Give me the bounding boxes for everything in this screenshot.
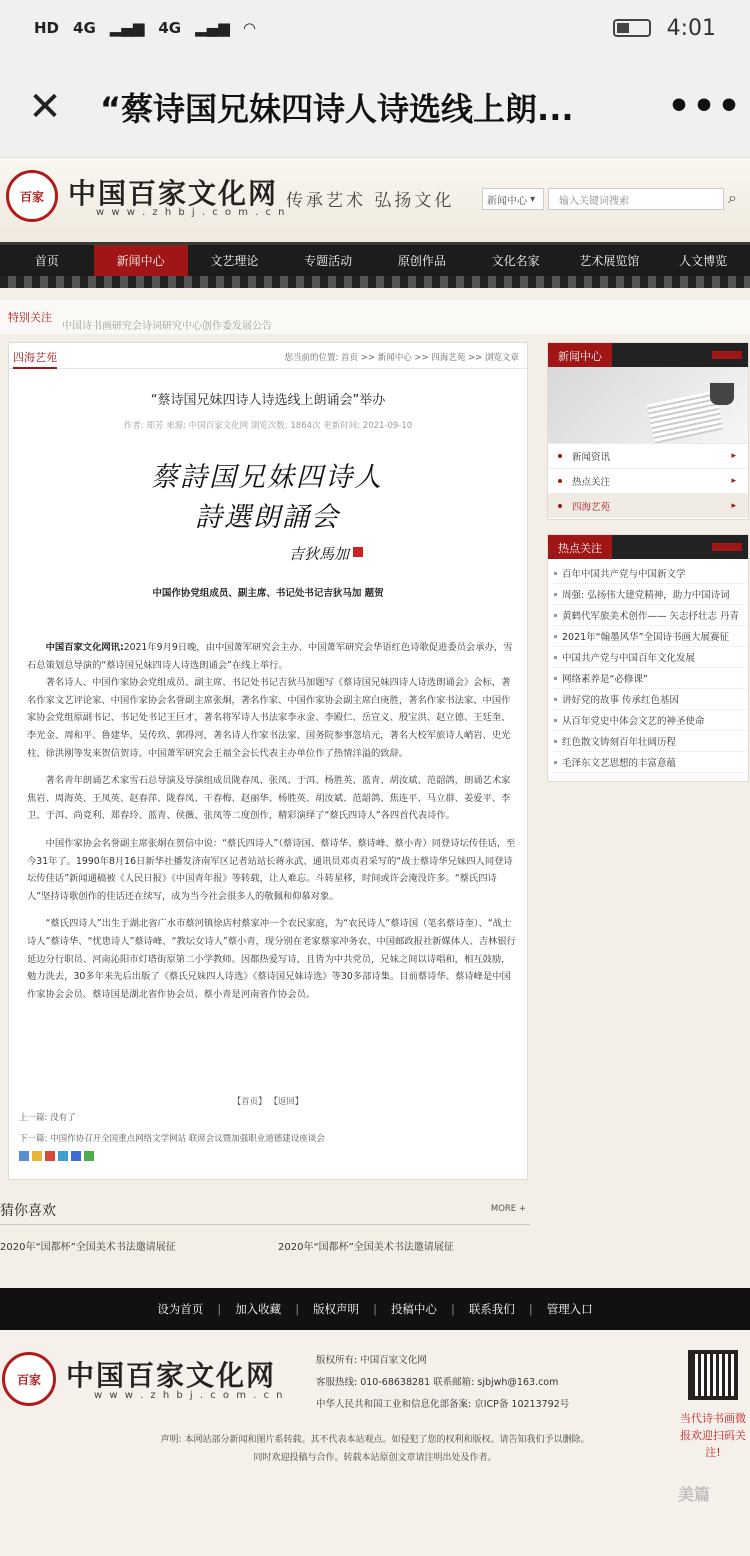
newspaper-image [548, 367, 748, 443]
site-logo[interactable]: 中国百家文化网 [68, 177, 279, 210]
footer-notice-1: 声明: 本网站部分新闻和图片系转载。其不代表本站观点。如侵犯了您的权利和版权。请告知我们予以删除。 [160, 1435, 590, 1445]
main-nav [0, 242, 750, 276]
search-icon[interactable]: ⌕ [728, 188, 737, 207]
footer-nav [0, 1288, 750, 1330]
logo-seal-icon[interactable]: 百家 [6, 170, 58, 222]
status-bar [0, 0, 750, 56]
header-decoration [712, 351, 742, 359]
coffee-cup-shape [710, 383, 734, 405]
footer-contact[interactable]: 联系我们 [468, 1302, 515, 1316]
home-back-links[interactable]: 【首页】 【返回】 [232, 1097, 304, 1107]
sidebar-news-header [548, 343, 748, 367]
share-qzone-icon[interactable] [32, 1151, 42, 1161]
nav-humanities[interactable]: 人文博览 [679, 254, 728, 268]
nav-news-center[interactable]: 新闻中心 [94, 245, 188, 276]
separator: | [373, 1302, 377, 1316]
footer-url: w w w . z h b j . c o m . c n [94, 1390, 285, 1401]
sidebar-hot-title: 热点关注 [548, 535, 612, 559]
roof-tile-decoration [0, 276, 750, 288]
signal-icon-2: ▂▄▆ [195, 19, 230, 37]
article-title: “蔡诗国兄妹四诗人诗选线上朗诵会”举办 [150, 393, 386, 408]
footer-logo: 中国百家文化网 [66, 1359, 277, 1392]
network-label: 4G [73, 19, 96, 37]
sidebar-item-news[interactable] [548, 443, 748, 468]
sidebar-item-label: 热点关注 [572, 477, 611, 488]
site-header [0, 158, 750, 242]
calligraphy-image [139, 455, 399, 571]
footer-copyright-text: 版权所有: 中国百家文化网 [316, 1355, 427, 1366]
image-caption: 中国作协党组成员、副主席、书记处书记吉狄马加 题贺 [152, 588, 384, 599]
article-paragraph: 著名青年朗诵艺术家雪石总导演及导演组成员陇春凤、张凤、于洱、杨胜英、蓝青、胡汝斌、范韶鸽，朗诵艺术家焦岩、周海英、王凤英、赵春萍、陇春凤、干春梅、赵丽华、杨胜英、胡汝斌、范韶鸽、焦连平、马立群、姜爱平、李卫、于洱、尚竟利、郑春玲、蓝青、侯薇、张凤等二度创作，精彩演绎了“蔡氏四诗人”各四首代表诗作。 [27, 775, 511, 822]
sidebar-item-sihai[interactable] [548, 493, 748, 518]
signal-icon: ▂▄▆ [109, 19, 145, 37]
more-options-icon[interactable]: ••• [667, 86, 743, 127]
share-weibo-icon[interactable] [45, 1151, 55, 1161]
bullet-icon [558, 454, 562, 458]
sidebar-item-label: 新闻资讯 [572, 452, 611, 463]
footer-notice-2: 同时欢迎投稿与合作。转载本站原创文章请注明出处及作者。 [253, 1453, 497, 1463]
nav-home[interactable]: 首页 [34, 254, 59, 268]
browser-title-bar [0, 56, 750, 158]
prev-article-link[interactable]: 上一篇: 没有了 [19, 1113, 76, 1123]
sidebar-news-title: 新闻中心 [548, 343, 612, 367]
sidebar-hot-header [548, 535, 748, 559]
footer-copyright[interactable]: 版权声明 [313, 1302, 360, 1316]
separator: | [295, 1302, 300, 1316]
bullet-icon [558, 479, 562, 483]
nav-celebrities[interactable]: 文化名家 [491, 254, 540, 268]
arrow-icon: ▸ [731, 476, 736, 486]
qr-code [688, 1350, 738, 1400]
hot-item[interactable]: 黄鹤代军旅美术创作—— 矢志抒壮志 丹青 [554, 605, 748, 626]
special-focus-link[interactable]: 中国诗书画研究会诗词研究中心创作委发展公告 [62, 321, 272, 332]
battery-icon [613, 19, 651, 37]
nav-activities[interactable]: 专题活动 [304, 254, 353, 268]
hot-item[interactable]: 讲好党的故事 传承红色基因 [554, 689, 748, 710]
separator: | [217, 1302, 222, 1316]
share-tencent-icon[interactable] [58, 1151, 68, 1161]
article-body [27, 639, 517, 1013]
nav-art-gallery[interactable]: 艺术展览馆 [579, 254, 640, 268]
guess-you-like [0, 1196, 530, 1276]
breadcrumb: 您当前的位置: 首页 >> 新闻中心 >> 四海艺苑 >> 浏览文章 [284, 353, 519, 363]
meipian-watermark: 美篇 [678, 1485, 711, 1504]
hot-item[interactable]: 毛泽东文艺思想的丰富意蕴 [554, 752, 748, 773]
footer-contact-text: 客服热线: 010-68638281 联系邮箱: sjbjwh@163.com [316, 1377, 559, 1388]
clock: 4:01 [666, 15, 716, 41]
page-title: “蔡诗国兄妹四诗人诗选线上朗... [100, 89, 574, 128]
calligraphy-signature: 吉狄馬加 [289, 545, 350, 563]
hd-label: HD [34, 19, 60, 37]
article-meta: 作者: 郑芳 来源: 中国百家文化网 浏览次数: 1864次 更新时间: 2021-09-10 [123, 421, 413, 431]
sidebar-item-hot[interactable] [548, 468, 748, 493]
sidebar-item-label: 四海艺苑 [572, 502, 611, 513]
article-paragraph [27, 639, 517, 674]
site-footer [0, 1330, 750, 1556]
footer-add-favorite[interactable]: 加入收藏 [235, 1302, 282, 1316]
special-focus-bar [0, 300, 750, 334]
share-icons [19, 1151, 94, 1161]
hot-item[interactable]: 百年中国共产党与中国新文学 [554, 563, 748, 584]
share-plus-icon[interactable] [19, 1151, 29, 1161]
arrow-icon: ▸ [731, 501, 736, 511]
hot-item[interactable]: 中国共产党与中国百年文化发展 [554, 647, 748, 668]
footer-icp-text: 中华人民共和国工业和信息化部备案: 京ICP备 10213792号 [316, 1399, 570, 1410]
nav-theory[interactable]: 文艺理论 [210, 254, 259, 268]
article-panel-header [9, 343, 527, 369]
special-focus-label: 特别关注 [8, 311, 52, 324]
divider [0, 1224, 530, 1225]
article-paragraph: “蔡氏四诗人”出生于湖北省广水市蔡河镇徐店村蔡家冲一个农民家庭，为“农民诗人”蔡诗国（笔名蔡诗奎）、“战士诗人”蔡诗华、“忧患诗人”蔡诗峰、“教坛女诗人”蔡小青，现分别在老家蔡家冲务农、中国邮政报社新媒体人、吉林银行延边分行职员、河南沁阳市灯塔街原第二小学教师。因都热爱写诗，且皆为中共党员，兄妹之间以诗唱和，相互鼓励，勉力洗去，30多年来先后出版了《蔡氏兄妹四人诗选》《蔡诗国兄妹诗选》等30多部诗集。目前蔡诗华、蔡诗峰是中国作家协会会员、蔡诗国是湖北省作协会员、蔡小青是河南省作协会员。 [27, 918, 516, 1000]
share-renren-icon[interactable] [71, 1151, 81, 1161]
lead-label: 中国百家文化网讯: [45, 642, 124, 653]
footer-seal-icon: 百家 [2, 1352, 56, 1406]
bullet-icon [558, 504, 562, 508]
wifi-icon: ◠ [243, 19, 256, 37]
search-scope-select[interactable]: 新闻中心 ▾ [482, 188, 544, 210]
qr-caption: 当代诗书画微报欢迎扫码关注! [680, 1412, 746, 1459]
hot-item[interactable]: 从百年党史中体会文艺的神圣使命 [554, 710, 748, 731]
article-paragraph: 著名诗人、中国作家协会党组成员、副主席、书记处书记吉狄马加题写《蔡诗国兄妹四诗人诗选朗诵会》会标，著名作家文艺评论家、中国作家协会名誉副主席张炯，著名作家、中国作家协会副主席白庚胜，著名作家书法家、中国作家协会党组原副书记、书记处书记王巨才，著名将军诗人书法家李永金、李殿仁、岳宣义、殷宝洪、赵立德、王廷奎、李光金、周和平、鲁建华、吴传玖、郭得河，著名诗人作家书法家、国务院参事忽培元，著名大校军旅诗人峭岩、史光柱、徐洪刚等发来贺信贺诗。中国萧军研究会王福全会长代表主办单位作了热情洋溢的致辞。 [27, 677, 511, 759]
site-slogan: 传承艺术 弘扬文化 [286, 191, 455, 211]
guess-title: 猜你喜欢 [0, 1203, 56, 1219]
signal-indicators [34, 19, 255, 37]
hot-item[interactable]: 周强: 弘扬伟大建党精神，助力中国诗词 [554, 584, 748, 605]
hot-list [548, 559, 748, 773]
more-link[interactable]: MORE + [490, 1204, 526, 1214]
article-paragraph: 中国作家协会名誉副主席张炯在贺信中说：“蔡氏四诗人”（蔡诗国、蔡诗华、蔡诗峰、蔡小青）同登诗坛传佳话，至今31年了。1990年8月16日新华社播发济南军区记者站站长蒋永武、通讯员邓贞君采写的“战士蔡诗华兄妹四人同登诗坛传佳话”新闻通稿被《人民日报》《中国青年报》等转载，让人难忘。斗转星移，时间或许会淹没许多。“蔡氏四诗人”坚持诗歌创作的佳话还在续写，成为当今社会很多人的敬佩和仰慕对象。 [27, 837, 516, 902]
sidebar-news-center [547, 342, 749, 520]
share-wechat-icon[interactable] [84, 1151, 94, 1161]
hot-item[interactable]: 网络素养是“必修课” [554, 668, 748, 689]
hot-item[interactable]: 红色散文铸刻百年壮阔历程 [554, 731, 748, 752]
close-icon[interactable]: ✕ [28, 83, 62, 130]
paragraph-text: 2021年9月9日晚，由中国萧军研究会主办、中国萧军研究会华语红色诗歌促进委员会承办，雪石总策划总导演的“蔡诗国兄妹四诗人诗选朗诵会”在线上举行。 [27, 642, 513, 671]
site-url: w w w . z h b j . c o m . c n [96, 207, 287, 218]
header-decoration [712, 543, 742, 551]
search-scope-value: 新闻中心 [487, 195, 527, 207]
red-seal-stamp [353, 547, 363, 557]
search-input[interactable]: 输入关键词搜索 [548, 188, 724, 210]
guess-item[interactable]: 2020年“国都杯”全国美术书法邀请展征 [278, 1242, 454, 1253]
footer-admin[interactable]: 管理入口 [546, 1302, 593, 1316]
nav-original-works[interactable]: 原创作品 [397, 254, 446, 268]
section-tab[interactable]: 四海艺苑 [13, 349, 57, 369]
network-label-2: 4G [158, 19, 182, 37]
footer-submit[interactable]: 投稿中心 [390, 1302, 437, 1316]
separator: | [528, 1302, 533, 1316]
next-article-link[interactable]: 下一篇: 中国作协召开全国重点网络文学网站 联席会议暨加强职业道德建设座谈会 [19, 1134, 325, 1144]
arrow-icon: ▸ [731, 451, 736, 461]
calligraphy-line-1: 蔡詩国兄妹四诗人 [151, 462, 383, 493]
guess-item[interactable]: 2020年“国都杯”全国美术书法邀请展征 [0, 1242, 176, 1253]
hot-item[interactable]: 2021年“翰墨风华”全国诗书画大展赛征 [554, 626, 748, 647]
sidebar-hot-topics [547, 534, 749, 782]
calligraphy-line-2: 詩選朗誦会 [195, 502, 340, 533]
footer-set-home[interactable]: 设为首页 [157, 1302, 204, 1316]
separator: | [450, 1302, 455, 1316]
article-panel [8, 342, 528, 1180]
